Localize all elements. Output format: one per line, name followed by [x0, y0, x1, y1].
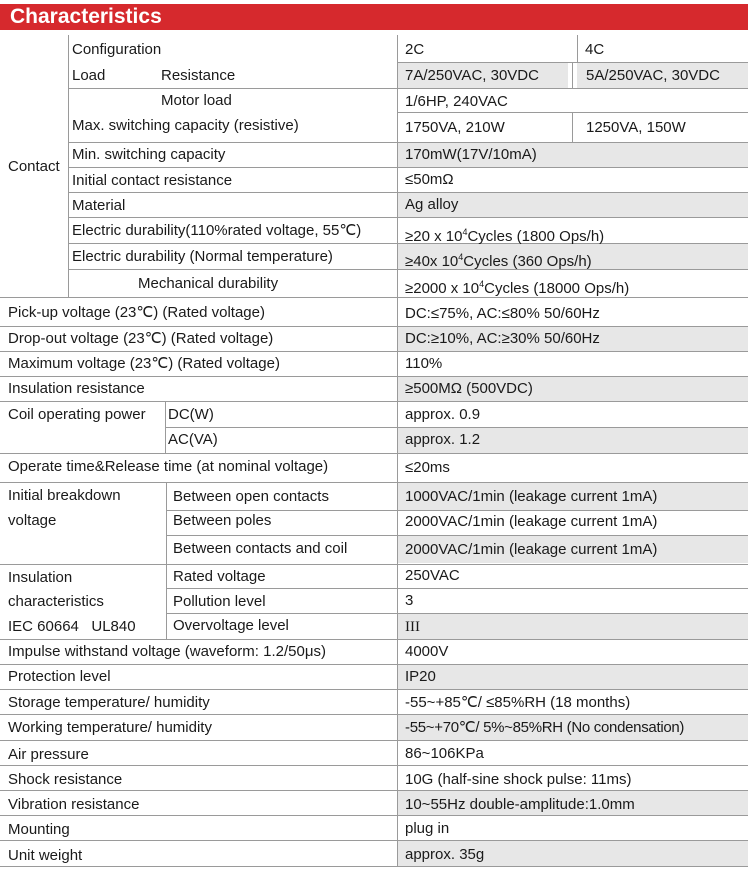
insulation-resistance-label: Insulation resistance	[8, 380, 145, 397]
shade	[398, 613, 748, 639]
grid-line	[0, 376, 748, 377]
material-label: Material	[72, 197, 126, 214]
electric-durability-110-value: ≥20 x $10^4Cycles$ (1800 Ops/h)	[405, 227, 605, 245]
mechanical-durability-value: ≥2000 x $10^4Cycles$ (18000 Ops/h)	[405, 279, 630, 297]
max-switching-4c: 1250VA, 150W	[586, 119, 686, 136]
min-switching-label: Min. switching capacity	[72, 146, 226, 163]
max-switching-2c: 1750VA, 210W	[405, 119, 505, 136]
section-title: Characteristics	[10, 5, 162, 28]
unit-weight-label: Unit weight	[8, 847, 83, 864]
initial-resistance-value: ≤50mΩ	[405, 171, 454, 188]
operate-time-label: Operate time&Release time (at nominal voltage)	[8, 458, 329, 475]
grid-line	[0, 740, 748, 741]
grid-line	[68, 192, 748, 193]
resistance-2c-value: 7A/250VAC, 30VDC	[405, 67, 539, 84]
grid-line	[0, 664, 748, 665]
mechanical-durability-label: Mechanical durability	[138, 275, 279, 292]
grid-line	[166, 535, 748, 536]
breakdown-coil-label: Between contacts and coil	[173, 540, 348, 557]
breakdown-poles-value: 2000VAC/1min (leakage current 1mA)	[405, 513, 658, 530]
insulation-resistance-value: ≥500MΩ (500VDC)	[405, 380, 533, 397]
grid-line	[68, 35, 69, 297]
contact-group-label: Contact	[8, 158, 60, 175]
mounting-value: plug in	[405, 820, 450, 837]
grid-line	[0, 639, 748, 640]
grid-line	[0, 453, 748, 454]
grid-line	[166, 613, 748, 614]
material-value: Ag alloy	[405, 196, 459, 213]
motor-load-value: 1/6HP, 240VAC	[405, 93, 508, 110]
grid-line	[68, 217, 748, 218]
shade	[398, 664, 748, 689]
initial-resistance-label: Initial contact resistance	[72, 172, 233, 189]
maximum-voltage-label: Maximum voltage (23℃) (Rated voltage)	[8, 355, 280, 372]
grid-line	[166, 588, 748, 589]
protection-level-value: IP20	[405, 668, 436, 685]
maximum-voltage-value: 110%	[405, 355, 443, 372]
grid-line	[0, 482, 748, 483]
max-switching-label: Max. switching capacity (resistive)	[72, 117, 299, 134]
grid-line	[0, 765, 748, 766]
vibration-resistance-value: 10~55Hz double-amplitude:1.0mm	[405, 796, 635, 813]
protection-level-label: Protection level	[8, 668, 111, 685]
storage-temp-value: -55~+85℃/ ≤85%RH (18 months)	[405, 694, 631, 711]
working-temp-value: -55~+70℃/ 5%~85%RH (No condensation)	[405, 719, 685, 736]
shock-resistance-value: 10G (half-sine shock pulse: 11ms)	[405, 771, 632, 788]
pickup-voltage-label: Pick-up voltage (23℃) (Rated voltage)	[8, 304, 265, 321]
grid-line	[166, 565, 167, 639]
grid-line	[572, 112, 573, 142]
impulse-voltage-value: 4000V	[405, 643, 449, 660]
grid-line	[165, 402, 166, 454]
grid-line	[0, 840, 748, 841]
resistance-label: Resistance	[161, 67, 236, 84]
pollution-level-value: 3	[405, 592, 414, 609]
coil-ac-value: approx. 1.2	[405, 431, 481, 448]
configuration-4c: 4C	[585, 41, 605, 58]
configuration-2c: 2C	[405, 41, 425, 58]
grid-line	[397, 35, 398, 866]
grid-line	[166, 483, 167, 565]
breakdown-poles-label: Between poles	[173, 512, 272, 529]
grid-line	[0, 351, 748, 352]
breakdown-open-value: 1000VAC/1min (leakage current 1mA)	[405, 488, 658, 505]
grid-line	[572, 63, 573, 88]
grid-line	[397, 112, 748, 113]
load-label: Load	[72, 67, 106, 84]
coil-ac-label: AC(VA)	[168, 431, 218, 448]
overvoltage-level-value: III	[405, 619, 420, 635]
breakdown-open-label: Between open contacts	[173, 488, 329, 505]
rated-voltage-label: Rated voltage	[173, 568, 266, 585]
grid-line	[0, 326, 748, 327]
breakdown-label-line1: Initial breakdown	[8, 487, 121, 504]
grid-line	[397, 62, 748, 63]
grid-line	[0, 866, 748, 867]
configuration-label: Configuration	[72, 41, 162, 58]
coil-power-label: Coil operating power	[8, 406, 146, 423]
dropout-voltage-label: Drop-out voltage (23℃) (Rated voltage)	[8, 330, 274, 347]
vibration-resistance-label: Vibration resistance	[8, 796, 140, 813]
electric-durability-normal-value: ≥40x $10^4Cycles$ (360 Ops/h)	[405, 252, 592, 270]
grid-line	[68, 167, 748, 168]
grid-line	[577, 35, 578, 63]
insulation-label-line3: IEC 60664 UL840	[8, 618, 136, 635]
coil-dc-label: DC(W)	[168, 406, 214, 423]
dropout-voltage-value: DC:≥10%, AC:≥30% 50/60Hz	[405, 330, 600, 347]
breakdown-label-line2: voltage	[8, 512, 57, 529]
electric-durability-normal-label: Electric durability (Normal temperature)	[72, 248, 333, 265]
grid-line	[0, 815, 748, 816]
resistance-4c-value: 5A/250VAC, 30VDC	[586, 67, 720, 84]
min-switching-value: 170mW(17V/10mA)	[405, 146, 537, 163]
grid-line	[68, 142, 748, 143]
insulation-label-line2: characteristics	[8, 593, 104, 610]
insulation-label-line1: Insulation	[8, 569, 73, 586]
grid-line	[0, 401, 748, 402]
motor-load-label: Motor load	[161, 92, 232, 109]
pollution-level-label: Pollution level	[173, 593, 266, 610]
grid-line	[165, 427, 748, 428]
operate-time-value: ≤20ms	[405, 459, 450, 476]
grid-line	[0, 297, 748, 298]
air-pressure-label: Air pressure	[8, 746, 89, 763]
electric-durability-110-label: Electric durability(110%rated voltage, 55℃)	[72, 222, 362, 239]
grid-line	[0, 689, 748, 690]
overvoltage-level-label: Overvoltage level	[173, 617, 289, 634]
rated-voltage-value: 250VAC	[405, 567, 460, 584]
air-pressure-value: 86~106KPa	[405, 745, 484, 762]
unit-weight-value: approx. 35g	[405, 846, 485, 863]
section-header	[0, 4, 748, 30]
grid-line	[0, 790, 748, 791]
working-temp-label: Working temperature/ humidity	[8, 719, 212, 736]
shock-resistance-label: Shock resistance	[8, 771, 123, 788]
grid-line	[166, 510, 748, 511]
mounting-label: Mounting	[8, 821, 70, 838]
grid-line	[0, 564, 748, 565]
breakdown-coil-value: 2000VAC/1min (leakage current 1mA)	[405, 541, 658, 558]
coil-dc-value: approx. 0.9	[405, 406, 481, 423]
grid-line	[0, 714, 748, 715]
impulse-voltage-label: Impulse withstand voltage (waveform: 1.2/50μs)	[8, 643, 326, 660]
grid-line	[68, 88, 748, 89]
storage-temp-label: Storage temperature/ humidity	[8, 694, 210, 711]
pickup-voltage-value: DC:≤75%, AC:≤80% 50/60Hz	[405, 305, 600, 322]
